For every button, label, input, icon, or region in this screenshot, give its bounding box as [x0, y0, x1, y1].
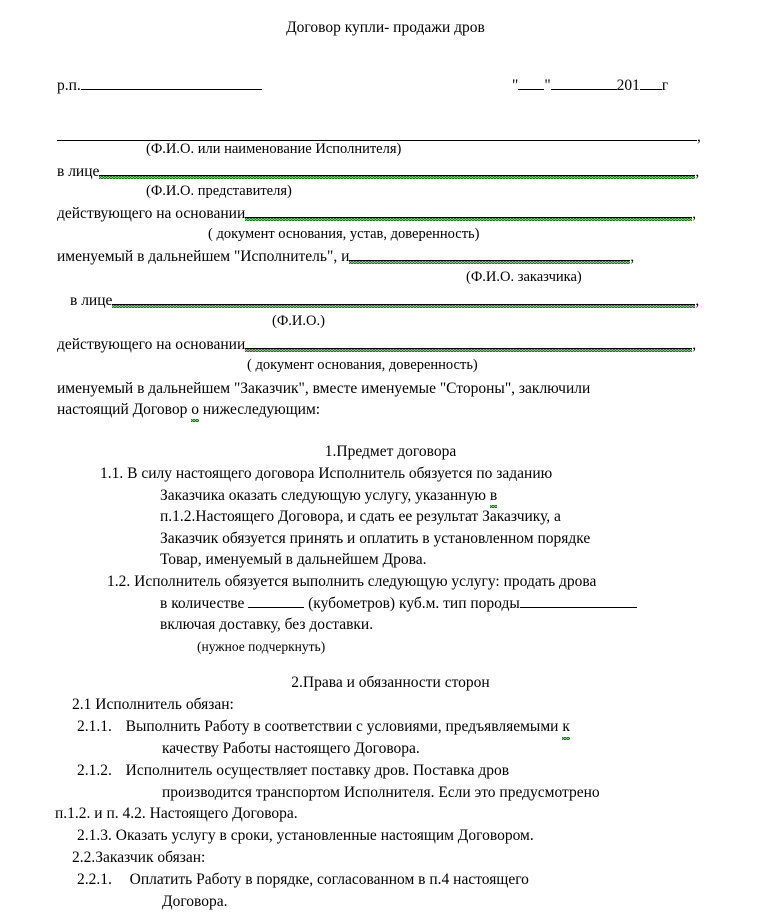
clause-1-1-line-4: Заказчик обязуется принять и оплатить в установленном порядке: [100, 528, 757, 550]
executor-representative-line: [57, 161, 699, 182]
clause-2-2: 2.2.Заказчик обязан:: [72, 847, 205, 869]
clause-2-2-1: [77, 869, 757, 912]
clause-1-1-line-2: [100, 485, 757, 507]
named-customer-text-a: настоящий Договор: [57, 401, 187, 418]
line-comma: ,: [692, 336, 696, 353]
customer-name-line: [57, 246, 634, 267]
line-comma: ,: [630, 248, 634, 265]
line-comma: ,: [692, 205, 696, 222]
clause-1-1: [100, 463, 757, 571]
in-person-label-1: в лице: [57, 163, 99, 180]
page-title: Договор купли- продажи дров: [0, 18, 757, 38]
wood-type-blank[interactable]: [520, 594, 637, 607]
clause-1-2-note: (нужное подчеркнуть): [107, 636, 757, 656]
clause-1-2-text-2b: (кубометров) куб.м. тип породы: [308, 595, 520, 612]
acting-label-1: действующего на основании: [57, 205, 245, 222]
clause-2-2-1-line-1: [77, 869, 757, 891]
clause-2-1-2-line-2: производится транспортом Исполнителя. Если это предусмотрено: [77, 782, 757, 804]
place-label: р.п.: [57, 77, 81, 94]
fio-caption: (Ф.И.О.): [272, 312, 325, 331]
quantity-blank[interactable]: [248, 594, 304, 607]
clause-1-2-line-1: [107, 571, 757, 593]
clause-1-2-line-3: включая доставку, без доставки.: [107, 614, 757, 636]
customer-basis-line: [57, 334, 696, 355]
clause-2-1-1: [77, 716, 757, 759]
clause-2-1-2: [77, 760, 757, 803]
named-customer-line-2: [57, 399, 320, 420]
line-comma: ,: [695, 292, 699, 309]
date-month-blank[interactable]: [551, 77, 617, 90]
basis-caption-2: ( документ основания, доверенность): [247, 356, 478, 375]
spellcheck-word-v: в: [490, 485, 497, 507]
basis-caption-1: ( документ основания, устав, доверенность): [208, 225, 480, 244]
clause-1-2-line-2: [107, 593, 757, 615]
clause-2-1-2-text-1: Исполнитель осуществляет поставку дров. Поставка дров: [126, 762, 509, 779]
clause-1-1-line-5: Товар, именуемый в дальнейшем Дрова.: [100, 549, 757, 571]
clause-2-1-1-text-1: Выполнить Работу в соответствии с условиями, предъявляемыми: [126, 718, 559, 735]
section-1-heading: 1.Предмет договора: [0, 441, 757, 462]
place-line: [57, 75, 262, 96]
date-year-prefix: 201: [617, 77, 640, 94]
clause-1-2-text-1: Исполнитель обязуется выполнить следующую услугу: продать дрова: [134, 573, 596, 590]
line-comma: ,: [695, 163, 699, 180]
date-year-blank[interactable]: [640, 77, 662, 90]
clause-1-2-text-2a: в количестве: [160, 595, 244, 612]
customer-representative-blank[interactable]: [112, 291, 695, 305]
date-day-blank[interactable]: [518, 77, 544, 90]
date-year-suffix: г: [662, 77, 668, 94]
clause-2-1-2-line-1: [77, 760, 757, 782]
named-customer-line-1: именуемый в дальнейшем "Заказчик", вместе именуемые "Стороны", заключили: [57, 378, 590, 399]
representative-caption: (Ф.И.О. представителя): [146, 182, 292, 201]
line-comma: ,: [697, 128, 701, 145]
place-blank[interactable]: [81, 76, 262, 90]
clause-2-1-2-line-3: п.1.2. и п. 4.2. Настоящего Договора.: [55, 803, 298, 825]
clause-2-1-1-line-2: качеству Работы настоящего Договора.: [77, 738, 757, 760]
section-2-heading: 2.Права и обязанности сторон: [0, 672, 757, 693]
named-executor-text: именуемый в дальнейшем "Исполнитель", и: [57, 248, 349, 265]
contract-document-page: [0, 18, 757, 906]
clause-1-2-number: 1.2.: [107, 573, 130, 590]
customer-name-blank[interactable]: [349, 247, 630, 261]
executor-basis-blank[interactable]: [245, 204, 692, 218]
executor-representative-blank[interactable]: [99, 162, 695, 176]
clause-2-1-1-line-1: [77, 716, 757, 738]
clause-2-1-3-text: Оказать услугу в сроки, установленные настоящим Договором.: [116, 827, 534, 844]
executor-basis-line: [57, 203, 696, 224]
clause-2-2-1-line-2: Договора.: [77, 891, 757, 912]
customer-representative-line: [70, 290, 699, 311]
spellcheck-word-k: к: [562, 716, 570, 738]
customer-basis-blank[interactable]: [245, 335, 692, 349]
clause-1-1-line-1: [100, 463, 757, 485]
clause-2-1-3: [77, 825, 534, 847]
clause-2-1: 2.1 Исполнитель обязан:: [72, 694, 234, 716]
clause-1-1-text-2: Заказчика оказать следующую услугу, указанную: [160, 487, 486, 504]
acting-label-2: действующего на основании: [57, 336, 245, 353]
clause-1-1-text-1: В силу настоящего договора Исполнитель обязуется по заданию: [127, 465, 552, 482]
date-quote-close: ": [544, 77, 550, 94]
customer-caption: (Ф.И.О. заказчика): [466, 268, 582, 287]
date-quote-open: ": [512, 77, 518, 94]
clause-1-1-number: 1.1.: [100, 465, 123, 482]
in-person-label-2: в лице: [70, 292, 112, 309]
named-customer-text-b: нижеследующим:: [203, 401, 320, 418]
date-line: [512, 75, 668, 96]
clause-2-2-1-number: 2.2.1.: [77, 871, 112, 888]
executor-name-caption: (Ф.И.О. или наименование Исполнителя): [146, 140, 401, 159]
clause-2-1-2-number: 2.1.2.: [77, 762, 112, 779]
spellcheck-word-o: о: [191, 399, 199, 420]
clause-1-1-line-3: п.1.2.Настоящего Договора, и сдать ее результат Заказчику, а: [100, 506, 757, 528]
executor-name-blank[interactable]: [57, 127, 697, 141]
clause-2-2-1-text-1: Оплатить Работу в порядке, согласованном в п.4 настоящего: [130, 871, 529, 888]
clause-2-1-1-number: 2.1.1.: [77, 718, 112, 735]
clause-2-1-3-number: 2.1.3.: [77, 827, 112, 844]
clause-1-2: [107, 571, 757, 656]
